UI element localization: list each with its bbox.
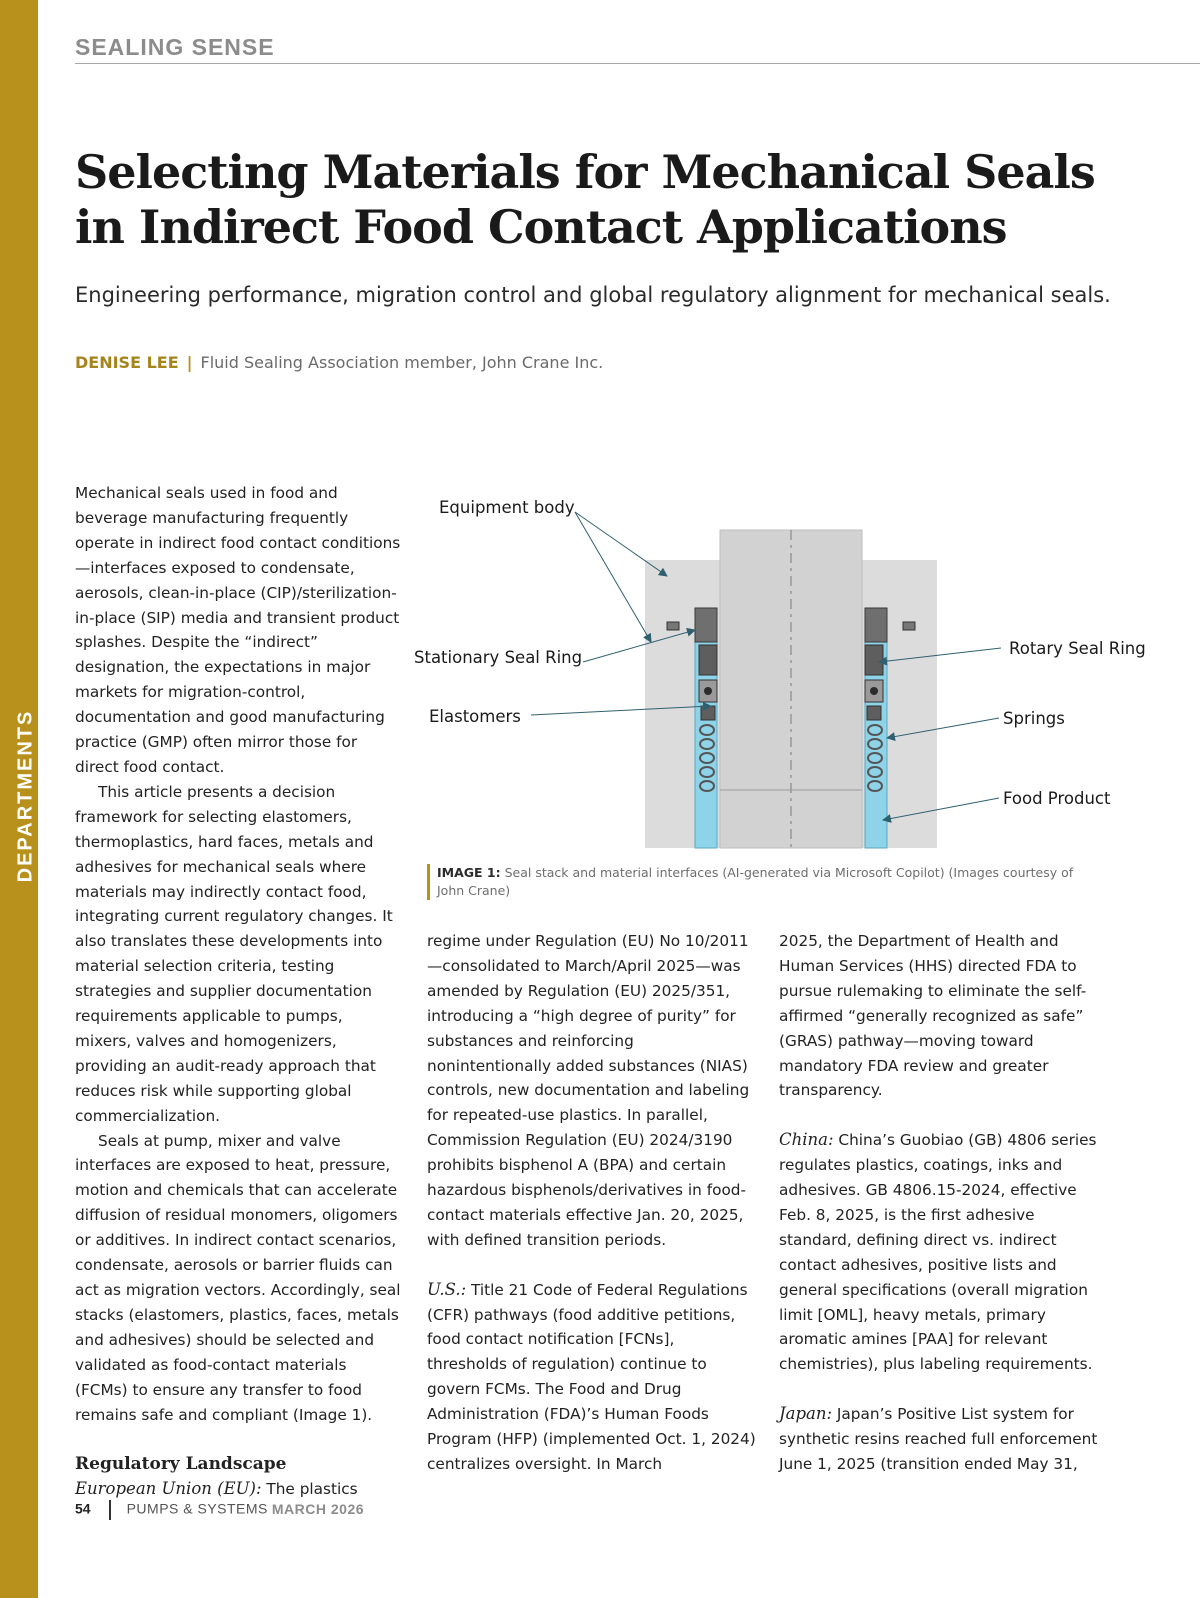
label-rotary-seal-ring: Rotary Seal Ring (1009, 639, 1146, 658)
issue-date: MARCH 2026 (271, 1500, 365, 1517)
text-column-2 (427, 929, 757, 1477)
side-label: DEPARTMENTS (14, 709, 37, 883)
label-food-product: Food Product (1003, 789, 1111, 808)
region-label: U.S.: (427, 1279, 467, 1299)
section-heading: Regulatory Landscape (75, 1454, 287, 1475)
label-stationary-seal-ring: Stationary Seal Ring (414, 648, 583, 667)
label-elastomers: Elastomers (429, 707, 521, 726)
author-name: DENISE LEE (75, 353, 179, 372)
article-subtitle: Engineering performance, migration control and global regulatory alignment for mechanical seals. (75, 283, 1111, 307)
region-label: China: (779, 1130, 834, 1150)
text-column-1 (75, 481, 403, 1502)
footer-separator (109, 1500, 111, 1520)
page-number: 54 (75, 1500, 91, 1517)
paragraph-text: Japan’s Positive List system for synthetic resins reached full enforcement June 1, 2025 (transition ended May 31, (779, 1405, 1098, 1473)
paragraph: Seals at pump, mixer and valve interfaces are exposed to heat, pressure, motion and chemicals that can accelerate diffusion of residual monomers, oligomers or additives. In indirect contact scenarios, condensate, aerosols or barrier fluids can act as migration vectors. Accordingly, seal stacks (elastomers, plastics, faces, metals and adhesives) should be selected and validated as food-contact materials (FCMs) to ensure any transfer to food remains safe and compliant (Image 1). (75, 1131, 401, 1424)
article-title: Selecting Materials for Mechanical Seals in Indirect Food Contact Applications (75, 145, 1095, 254)
paragraph (779, 1128, 1109, 1377)
side-bar (0, 0, 38, 1598)
author-affiliation: Fluid Sealing Association member, John Crane Inc. (200, 353, 604, 372)
label-springs: Springs (1003, 709, 1065, 728)
section-rule (75, 63, 1200, 64)
section-label: SEALING SENSE (75, 34, 275, 60)
paragraph: regime under Regulation (EU) No 10/2011—consolidated to March/April 2025—was amended by Regulation (EU) 2025/351, introducing a “high degree of purity” for substances and reinforcing nonintentionally added substances (NIAS) controls, new documentation and labeling for repeated-use plastics. In parallel, Commission Regulation (EU) 2024/3190 prohibits bisphenol A (BPA) and certain hazardous bisphenols/derivatives in food-contact materials effective Jan. 20, 2025, with defined transition periods. (427, 932, 750, 1249)
caption-tag: IMAGE 1: (437, 865, 501, 880)
byline (75, 353, 603, 372)
text-column-3 (779, 929, 1109, 1477)
figure-caption (427, 864, 1077, 900)
paragraph: This article presents a decision framework for selecting elastomers, thermoplastics, hard faces, metals and adhesives for mechanical seals where materials may indirectly contact food, integrating current regulatory changes. It also translates these developments into material selection criteria, testing strategies and supplier documentation requirements applicable to pumps, mixers, valves and homogenizers, providing an audit-ready approach that reduces risk while supporting global commercialization. (75, 782, 393, 1125)
publication-name: PUMPS & SYSTEMS (126, 1500, 268, 1517)
region-label: Japan: (779, 1404, 833, 1424)
paragraph (779, 1402, 1109, 1477)
region-label: European Union (EU): (75, 1479, 262, 1499)
paragraph: 2025, the Department of Health and Human Services (HHS) directed FDA to pursue rulemaking to eliminate the self-affirmed “generally recognized as safe” (GRAS) pathway—moving toward mandatory FDA review and greater transparency. (779, 932, 1087, 1100)
paragraph-text: Title 21 Code of Federal Regulations (CFR) pathways (food additive petitions, food contact notification [FCNs], thresholds of regulation) continue to govern FCMs. The Food and Drug Administration (FDA)’s Human Foods Program (HFP) (implemented Oct. 1, 2024) centralizes oversight. In March (427, 1280, 756, 1474)
paragraph-text: The plastics (261, 1480, 358, 1499)
paragraph-text: China’s Guobiao (GB) 4806 series regulates plastics, coatings, inks and adhesives. GB 4806.15-2024, effective Feb. 8, 2025, is the first adhesive standard, defining direct vs. indirect contact adhesives, positive lists and general specifications (overall migration limit [OML], heavy metals, primary aromatic amines [PAA] for relevant chemistries), plus labeling requirements. (779, 1131, 1097, 1374)
byline-separator: | (186, 353, 193, 372)
paragraph: Mechanical seals used in food and beverage manufacturing frequently operate in indirect food contact conditions—interfaces exposed to condensate, aerosols, clean-in-place (CIP)/sterilization-in-place (SIP) media and transient product splashes. Despite the “indirect” designation, the expectations in major markets for migration-control, documentation and good manufacturing practice (GMP) often mirror those for direct food contact. (75, 484, 401, 776)
page-footer (75, 1500, 364, 1520)
label-equipment-body: Equipment body (439, 498, 575, 517)
paragraph (427, 1278, 757, 1477)
seal-diagram (405, 490, 1185, 860)
paragraph (75, 1477, 403, 1502)
caption-text: Seal stack and material interfaces (AI-generated via Microsoft Copilot) (Images courtesy of John Crane) (437, 865, 1074, 898)
